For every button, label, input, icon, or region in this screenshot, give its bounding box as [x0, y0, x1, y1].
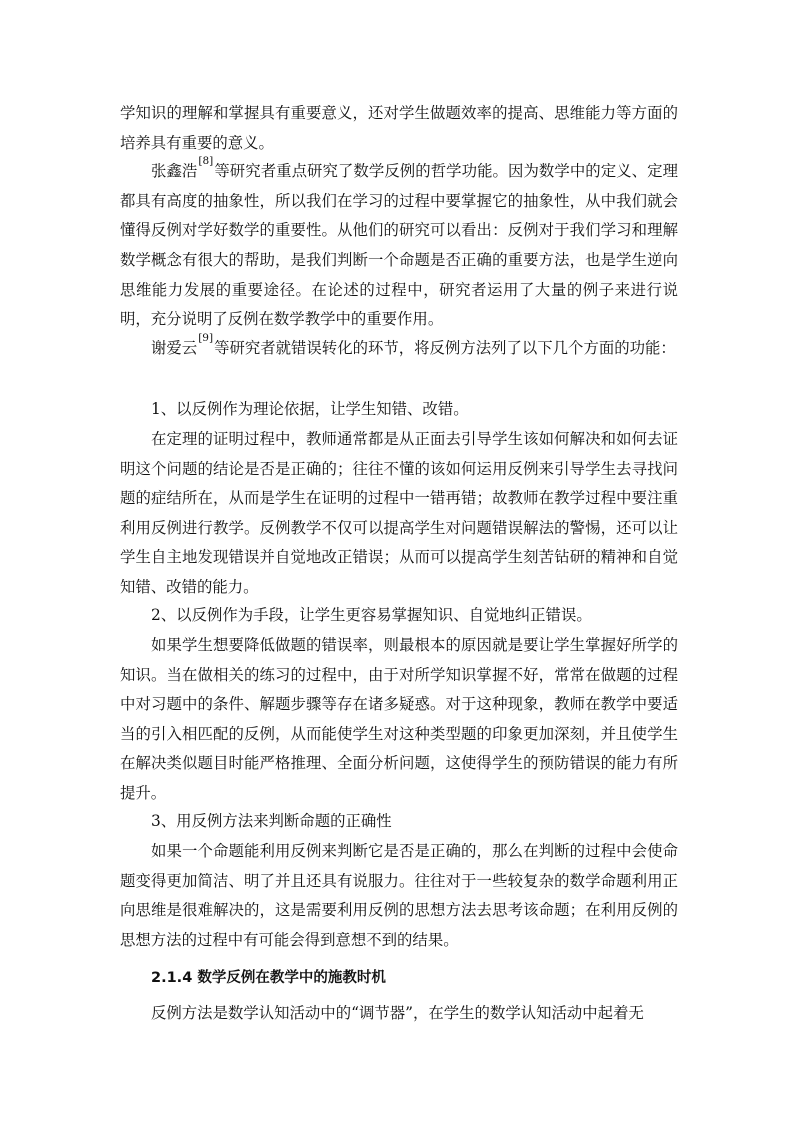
citation-9: [9]: [198, 332, 214, 344]
paragraph-text: 等研究者重点研究了数学反例的哲学功能。因为数学中的定义、定理都具有高度的抽象性，所以我们在学习的过程中要掌握它的抽象性，从中我们就会懂得反例对学好数学的重要性。从他们的研究可以看出：反例对于我们学习和理解数学概念有很大的帮助，是我们判断一个命题是否正确的重要方法，也是学生逆向思维能力发展的重要途径。在论述的过程中，研究者运用了大量的例子来进行说明，充分说明了反例在数学教学中的重要作用。: [120, 162, 678, 329]
paragraph-item-2-body: 如果学生想要降低做题的错误率，则最根本的原因就是要让学生掌握好所学的知识。当在做相关的练习的过程中，由于对所学知识掌握不好，常常在做题的过程中对习题中的条件、解题步骤等存在诸多疑惑。对于这种现象，教师在教学中要适当的引入相匹配的反例，从而能使学生对这种类型题的印象更加深刻，并且使学生在解决类似题目时能严格推理、全面分析问题，这使得学生的预防错误的能力有所提升。: [120, 636, 678, 802]
author-name: 张鑫浩: [151, 162, 198, 181]
citation-8: [8]: [198, 155, 214, 167]
author-name: 谢爱云: [151, 339, 198, 358]
paragraph-intro-continuation: 学知识的理解和掌握具有重要意义，还对学生做题效率的提高、思维能力等方面的培养具有重要的意义。: [120, 104, 678, 152]
paragraph-xie-aiyun: [120, 330, 678, 364]
list-item-1: 1、以反例作为理论依据，让学生知错、改错。: [151, 400, 469, 418]
paragraph-item-3-body: 如果一个命题能利用反例来判断它是否是正确的，那么在判断的过程中会使命题变得更加简洁、明了并且还具有说服力。往往对于一些较复杂的数学命题利用正向思维是很难解决的，这是需要利用反例的思想方法去思考该命题；在利用反例的思想方法的过程中有可能会得到意想不到的结果。: [120, 842, 678, 949]
paragraph-section-start: 反例方法是数学认知活动中的“调节器”，在学生的数学认知活动中起着无: [151, 1004, 644, 1022]
paragraph-zhang-xinhao: [120, 153, 678, 335]
list-item-2: 2、以反例作为手段，让学生更容易掌握知识、自觉地纠正错误。: [151, 606, 592, 624]
paragraph-text: 等研究者就错误转化的环节，将反例方法列了以下几个方面的功能：: [214, 339, 676, 358]
list-item-3: 3、用反例方法来判断命题的正确性: [151, 812, 392, 830]
paragraph-item-1-body: 在定理的证明过程中，教师通常都是从正面去引导学生该如何解决和如何去证明这个问题的结论是否是正确的；往往不懂的该如何运用反例来引导学生去寻找问题的症结所在，从而是学生在证明的过程中一错再错；故教师在教学过程中要注重利用反例进行教学。反例教学不仅可以提高学生对问题错误解法的警惕，还可以让学生自主地发现错误并自觉地改正错误；从而可以提高学生刻苦钻研的精神和自觉知错、改错的能力。: [120, 430, 678, 596]
section-heading: 2.1.4 数学反例在教学中的施教时机: [151, 970, 386, 986]
